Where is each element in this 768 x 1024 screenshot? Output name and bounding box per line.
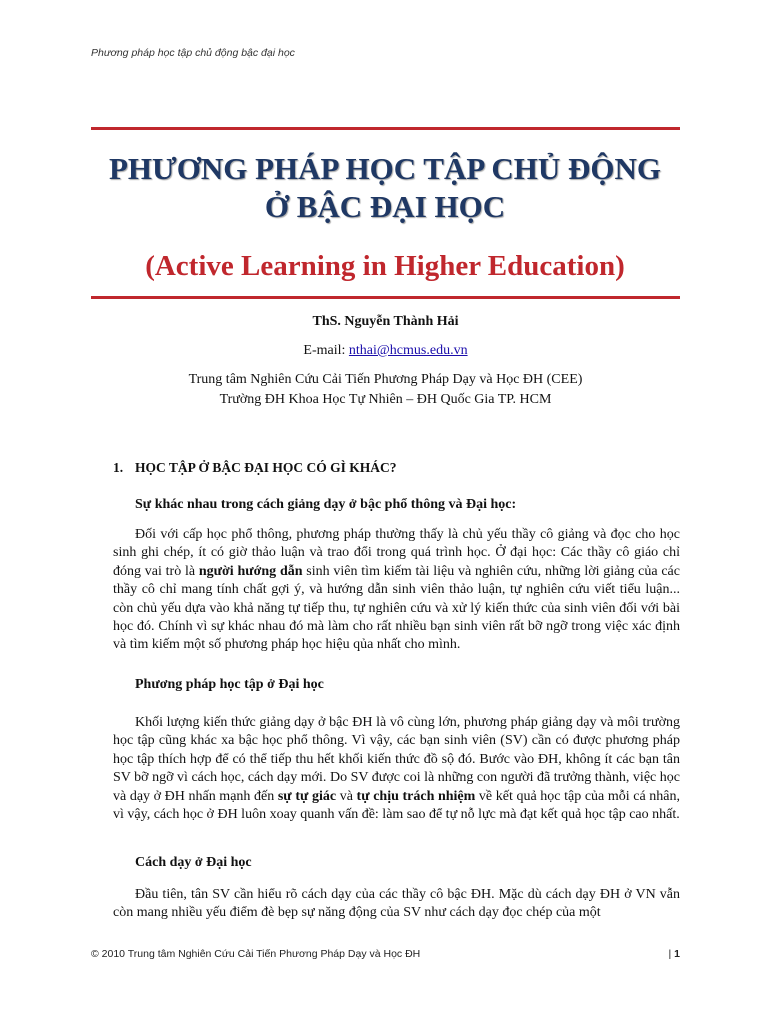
email-label: E-mail: [303,343,349,358]
subheading-differences: Sự khác nhau trong cách giảng dạy ở bậc phổ thông và Đại học: [135,497,517,512]
organization-line-2: Trường ĐH Khoa Học Tự Nhiên – ĐH Quốc Gia TP. HCM [219,392,552,407]
paragraph-text: và [336,788,357,804]
page-separator: | [668,948,675,960]
footer-copyright: © 2010 Trung tâm Nghiên Cứu Cải Tiến Phương Pháp Dạy và Học ĐH [91,948,421,960]
emphasis-text: người hướng dẫn [198,563,303,579]
organization-line-1: Trung tâm Nghiên Cứu Cải Tiến Phương Pháp Dạy và Học ĐH (CEE) [188,372,583,387]
document-title [60,150,710,226]
email-link[interactable]: nthai@hcmus.edu.vn [348,343,468,358]
subheading-teaching-method: Cách dạy ở Đại học [135,855,252,870]
author-email-line [91,342,680,360]
paragraph-text: Khối lượng kiến thức giảng dạy ở bậc ĐH là vô cùng lớn, phương pháp giảng dạy và môi trường học tập cũng khác xa bậc học phổ thông. Vì vậy, các bạn sinh viên (SV) cần có được phương pháp học tập thích hợp để có thể tiếp thu hết khối kiến thức đồ sộ đó. Bước vào ĐH, không ít các bạn tân SV bỡ ngỡ vì cách học, cách dạy mới. Do SV được coi là những con người đã trưởng thành, việc học và dạy ở ĐH nhấn mạnh đến [113,715,680,804]
paragraph-text: về kết quả học tập của mỗi cá nhân, vì vậy, cách học ở ĐH luôn xoay quanh vấn đề: làm sao để tự nỗ lực mà đạt kết quả học tập cao nhất. [113,788,680,823]
subheading-learning-method: Phương pháp học tập ở Đại học [135,677,324,692]
section-heading [113,460,397,476]
page-footer [91,948,680,960]
bottom-divider [91,296,680,299]
paragraph-text: sinh viên tìm kiếm tài liệu và nghiên cứu, những lời giảng của các thầy cô chỉ mang tính chất gợi ý, và hướng dẫn sinh viên thảo luận, tự nghiên cứu viết tiểu luận... còn chủ yếu dựa vào khả năng tự tiếp thu, tự nghiên cứu và xử lý kiến thức của sinh viên đối với bài học đó. Chính vì sự khác nhau đó mà làm cho rất nhiều bạn sinh viên rất bỡ ngỡ trong việc xác định và tìm kiếm một số phương pháp học hiệu qủa nhất cho mình. [113,563,680,653]
running-header: Phương pháp học tập chủ động bậc đại học [91,47,295,59]
paragraph-differences [113,526,680,655]
section-number: 1. [113,460,124,475]
title-line-2: Ở BẬC ĐẠI HỌC [264,189,506,224]
paragraph-teaching-method: Đầu tiên, tân SV cần hiểu rõ cách dạy của các thầy cô bậc ĐH. Mặc dù cách dạy ĐH ở VN vẫn còn mang nhiều yếu điểm đè bẹp sự năng động của SV như cách dạy đọc chép của một [113,887,680,921]
page-number-value: 1 [674,948,680,960]
emphasis-text: sự tự giác [277,788,337,804]
top-divider [91,127,680,130]
document-subtitle: (Active Learning in Higher Education) [145,250,625,282]
title-line-1: PHƯƠNG PHÁP HỌC TẬP CHỦ ĐỘNG [109,151,661,186]
section-title: HỌC TẬP Ở BẬC ĐẠI HỌC CÓ GÌ KHÁC? [135,460,397,475]
emphasis-text: tự chịu trách nhiệm [356,788,476,804]
page-number [669,948,681,960]
paragraph-learning-method [113,714,680,824]
author-name: ThS. Nguyễn Thành Hải [312,314,459,329]
paragraph-text: Đối với cấp học phổ thông, phương pháp thường thấy là chủ yếu thầy cô giảng và đọc cho học sinh ghi chép, ít có giờ thảo luận và trao đổi trong quá trình học. Ở đại học: Các thầy cô giáo chỉ đóng vai trò là [113,527,680,579]
